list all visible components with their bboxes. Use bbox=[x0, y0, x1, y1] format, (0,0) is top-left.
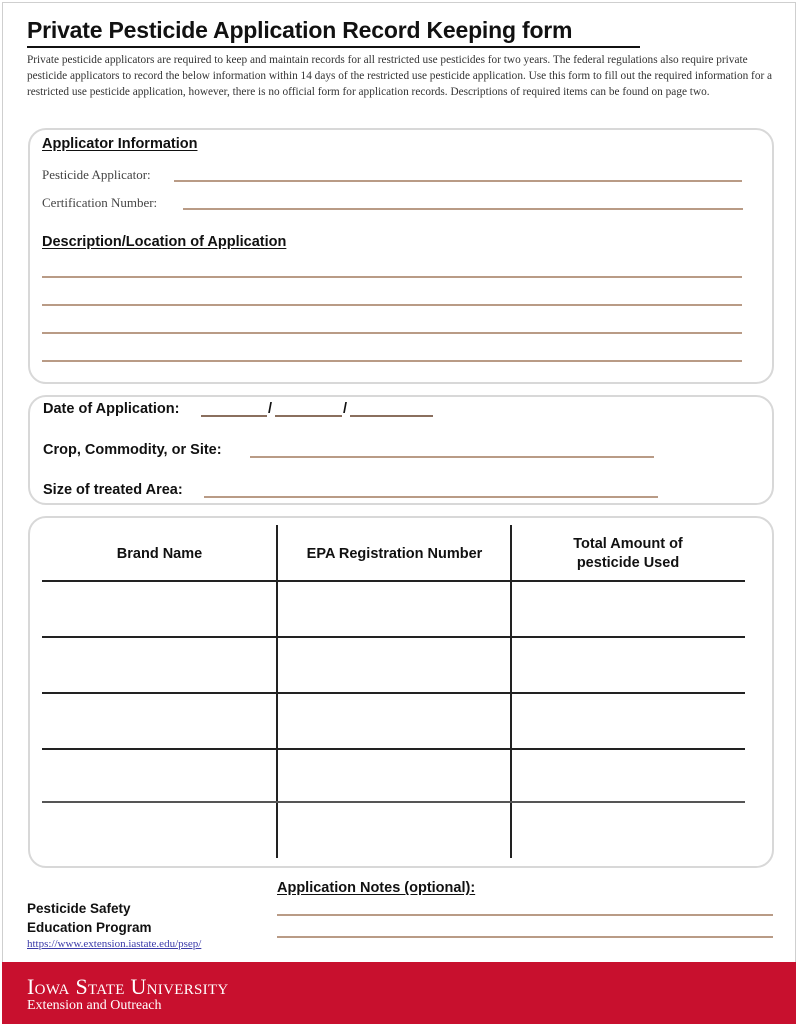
epa-registration-header: EPA Registration Number bbox=[306, 546, 483, 562]
table-row-rule bbox=[42, 636, 745, 638]
pesticide-applicator-label: Pesticide Applicator: bbox=[42, 167, 151, 182]
table-row-rule bbox=[42, 748, 745, 750]
program-name-line-1: Pesticide Safety bbox=[27, 901, 131, 916]
brand-name-header: Brand Name bbox=[116, 546, 203, 562]
intro-paragraph: Private pesticide applicators are required to keep and maintain records for all restricted use pesticides for two years. The federal regulations also require private pesticide applicators to record the below information within 14 days of the restricted use pesticide application. Use this form to fill out the required information for a restricted use pesticide application, however, there is no official form for application records. Descriptions of required items can be found on page two. bbox=[27, 54, 773, 98]
application-notes-line-2[interactable] bbox=[277, 936, 773, 938]
certification-number-field[interactable] bbox=[183, 208, 743, 210]
date-month-field[interactable] bbox=[201, 415, 267, 417]
table-row-rule bbox=[42, 692, 745, 694]
crop-commodity-site-field[interactable] bbox=[250, 456, 654, 458]
certification-number-label: Certification Number: bbox=[42, 195, 158, 210]
table-row-rule bbox=[42, 801, 745, 803]
crop-commodity-site-label: Crop, Commodity, or Site: bbox=[43, 442, 222, 458]
application-notes-line-1[interactable] bbox=[277, 914, 773, 916]
program-name bbox=[27, 899, 152, 937]
date-day-field[interactable] bbox=[275, 415, 342, 417]
date-year-field[interactable] bbox=[350, 415, 433, 417]
page-title: Private Pesticide Application Record Keeping form bbox=[27, 17, 573, 43]
size-treated-area-label: Size of treated Area: bbox=[43, 482, 183, 498]
table-header-rule bbox=[42, 580, 745, 582]
total-amount-header: Total Amount of pesticide Used bbox=[573, 536, 683, 571]
program-url-link[interactable]: https://www.extension.iastate.edu/psep/ bbox=[27, 938, 202, 950]
pesticide-applicator-field[interactable] bbox=[174, 180, 742, 182]
date-of-application-label: Date of Application: bbox=[43, 401, 180, 417]
date-separator: / bbox=[343, 401, 348, 417]
university-wordmark: Iowa State University bbox=[27, 974, 229, 999]
title-underline bbox=[27, 46, 640, 48]
program-name-line-2: Education Program bbox=[27, 920, 152, 935]
description-line-1[interactable] bbox=[42, 276, 742, 278]
description-heading: Description/Location of Application bbox=[42, 234, 287, 250]
size-treated-area-field[interactable] bbox=[204, 496, 658, 498]
extension-outreach-label: Extension and Outreach bbox=[27, 998, 162, 1013]
description-line-2[interactable] bbox=[42, 304, 742, 306]
description-line-4[interactable] bbox=[42, 360, 742, 362]
description-line-3[interactable] bbox=[42, 332, 742, 334]
applicator-heading: Applicator Information bbox=[42, 136, 198, 152]
date-separator: / bbox=[268, 401, 273, 417]
application-notes-label: Application Notes (optional): bbox=[277, 880, 476, 896]
